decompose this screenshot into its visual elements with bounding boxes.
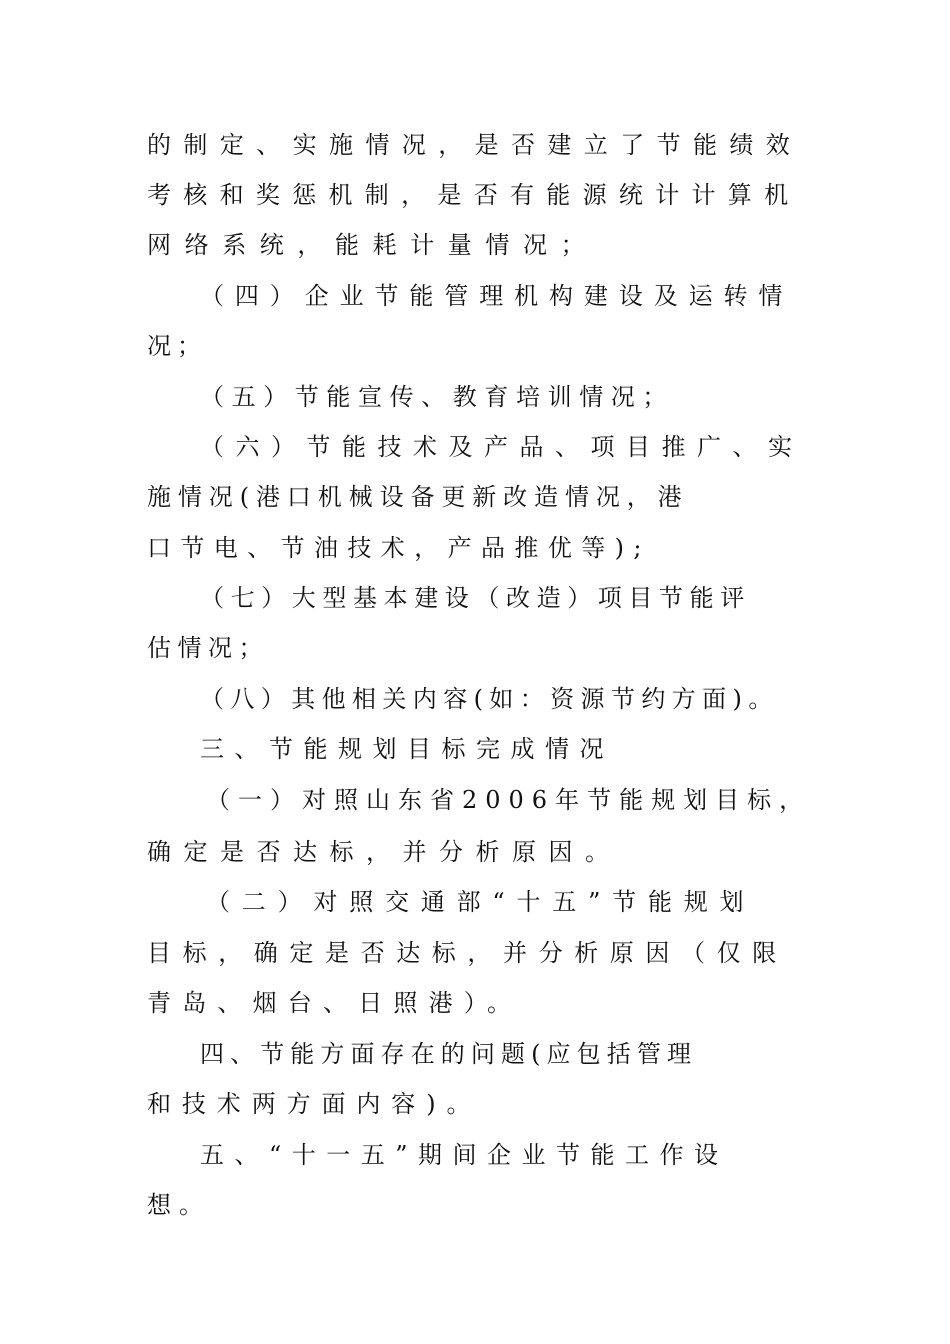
heading-text: 五、“十一五”期间企业节能工作设 [200,1141,729,1169]
line-text: 的制定、实施情况，是否建立了节能绩效 [147,131,803,159]
text-line [147,935,950,971]
heading-text: 四、节能方面存在的问题(应包括管理 [200,1040,698,1068]
text-line [147,227,950,263]
line-text: 考核和奖惩机制，是否有能源统计计算机 [147,181,801,209]
text-line [200,278,950,314]
text-line [147,530,950,566]
section-heading [200,1036,950,1072]
text-line [147,479,950,515]
line-text: 口节电、节油技术，产品推优等); [147,534,651,562]
text-line [147,834,950,870]
line-text: （四）企业节能管理机构建设及运转情 [200,282,794,310]
text-line [200,580,950,616]
text-line [206,782,950,818]
line-text: 施情况(港口机械设备更新改造情况，港 [147,483,689,511]
section-heading [200,731,950,767]
line-text: 目标，确定是否达标，并分析原因（仅限 [147,939,788,967]
text-line [147,127,950,163]
text-line [147,177,950,213]
line-text: （七）大型基本建设（改造）项目节能评 [200,584,751,612]
text-line [147,630,950,666]
text-line [206,884,950,920]
line-text: 青岛、烟台、日照港）。 [147,989,523,1017]
text-line [147,1187,950,1223]
line-text: 网络系统，能耗计量情况； [147,231,599,259]
line-text: 确定是否达标，并分析原因。 [147,838,622,866]
text-line [200,681,950,717]
text-line [147,1086,950,1122]
heading-text: 三、节能规划目标完成情况 [200,735,614,763]
line-text: （八）其他相关内容(如：资源节约方面)。 [200,685,779,713]
text-line [147,985,950,1021]
text-line [200,379,950,415]
text-line [200,429,950,465]
line-text: （二）对照交通部“十五”节能规划 [206,888,756,916]
line-text: 估情况； [147,634,269,662]
line-text: 想。 [147,1191,211,1219]
section-heading [200,1137,950,1173]
line-text: （六）节能技术及产品、项目推广、实 [200,433,804,461]
text-line [147,328,950,364]
line-text: （五）节能宣传、教育培训情况； [200,383,674,411]
line-text: （一）对照山东省2006年节能规划目标， [206,786,812,814]
line-text: 和技术两方面内容)。 [147,1090,482,1118]
line-text: 况； [147,332,207,360]
